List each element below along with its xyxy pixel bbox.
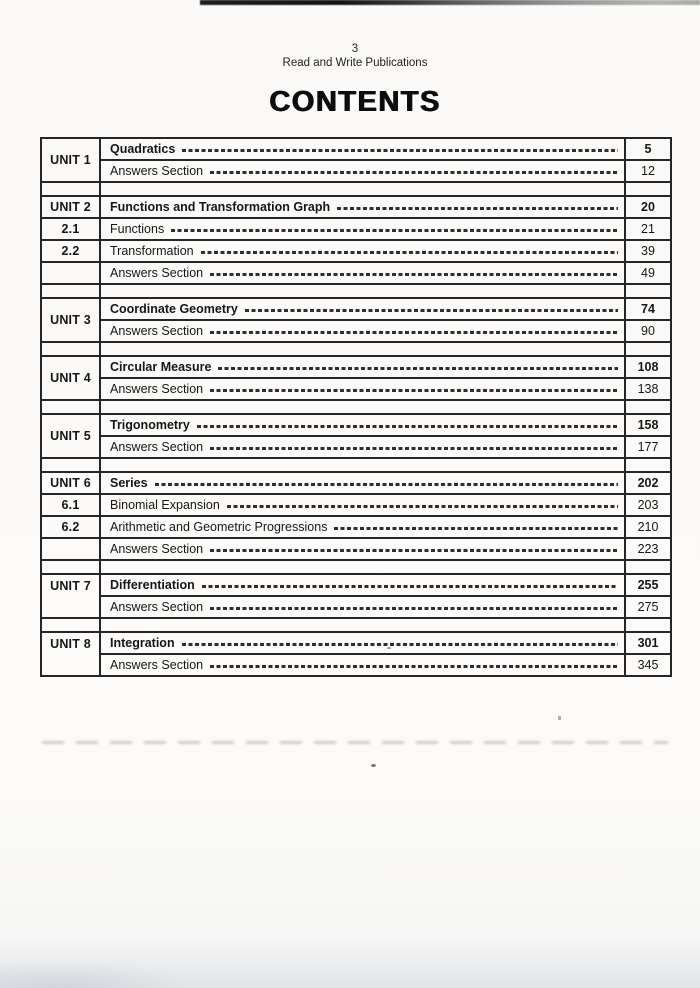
- dotted-leader: [202, 585, 618, 588]
- toc-row: [41, 262, 671, 284]
- toc-entry: [101, 360, 624, 374]
- scan-artifact-bottom-fade: [0, 933, 700, 988]
- toc-entry-label: Functions: [110, 222, 165, 236]
- toc-row: [41, 160, 671, 182]
- toc-entry: [101, 600, 624, 614]
- toc-row: [41, 320, 671, 342]
- toc-entry: [101, 164, 624, 178]
- toc-row: [41, 218, 671, 240]
- toc-entry-label: Answers Section: [110, 164, 204, 178]
- scan-artifact-top-bar: [200, 0, 700, 5]
- scan-artifact-smudge: [42, 741, 668, 744]
- dotted-leader: [337, 207, 618, 210]
- dotted-leader: [210, 607, 618, 610]
- toc-entry-page: 223: [625, 538, 671, 560]
- toc-spacer-cell: [100, 284, 625, 298]
- toc-entry: [101, 498, 624, 512]
- toc-spacer-cell: [625, 400, 671, 414]
- toc-entry-page: 255: [625, 574, 671, 596]
- dotted-leader: [197, 425, 618, 428]
- dotted-leader: [182, 643, 618, 646]
- publisher-name: Read and Write Publications: [282, 56, 428, 69]
- toc-row: [41, 654, 671, 676]
- toc-entry-page: 345: [625, 654, 671, 676]
- toc-entry: [101, 200, 624, 214]
- toc-spacer-cell: [625, 342, 671, 356]
- toc-entry-title-cell: [100, 494, 625, 516]
- unit-label: UNIT 5: [41, 414, 100, 458]
- toc-entry-label: Trigonometry: [110, 418, 190, 432]
- toc-entry-page: 49: [625, 262, 671, 284]
- scan-speck: [371, 764, 376, 767]
- toc-row: [41, 436, 671, 458]
- unit-label: UNIT 2: [41, 196, 100, 218]
- toc-entry-title-cell: [100, 654, 625, 676]
- toc-entry-label: Answers Section: [110, 440, 204, 454]
- toc-spacer-cell: [100, 342, 625, 356]
- toc-entry: [101, 142, 624, 156]
- toc-spacer-cell: [100, 182, 625, 196]
- dotted-leader: [334, 527, 618, 530]
- toc-entry-title-cell: [100, 414, 625, 436]
- toc-spacer-cell: [41, 342, 100, 356]
- toc-row: [41, 574, 671, 596]
- toc-entry-label: Transformation: [110, 244, 194, 258]
- toc-row: [41, 298, 671, 320]
- empty-label-cell: [41, 262, 100, 284]
- toc-entry-title-cell: [100, 298, 625, 320]
- toc-spacer-row: [41, 400, 671, 414]
- toc-entry-label: Series: [110, 476, 148, 490]
- toc-entry-label: Circular Measure: [110, 360, 212, 374]
- toc-row: [41, 240, 671, 262]
- dotted-leader: [201, 251, 618, 254]
- toc-entry: [101, 520, 624, 534]
- toc-entry-title-cell: [100, 436, 625, 458]
- toc-row: [41, 472, 671, 494]
- toc-entry-label: Answers Section: [110, 266, 204, 280]
- toc-spacer-row: [41, 618, 671, 632]
- toc-entry-title-cell: [100, 596, 625, 618]
- dotted-leader: [227, 505, 618, 508]
- dotted-leader: [155, 483, 618, 486]
- toc-entry-title-cell: [100, 538, 625, 560]
- toc-entry-label: Answers Section: [110, 542, 204, 556]
- toc-spacer-cell: [100, 400, 625, 414]
- toc-entry-label: Quadratics: [110, 142, 176, 156]
- toc-entry-page: 158: [625, 414, 671, 436]
- page-header: [40, 43, 670, 71]
- section-number: 6.1: [41, 494, 100, 516]
- toc-entry-page: 275: [625, 596, 671, 618]
- unit-label: UNIT 1: [41, 138, 100, 182]
- toc-row: [41, 196, 671, 218]
- toc-entry: [101, 476, 624, 490]
- section-number: 2.2: [41, 240, 100, 262]
- toc-entry-title-cell: [100, 472, 625, 494]
- toc-entry-title-cell: [100, 138, 625, 160]
- toc-entry-label: Answers Section: [110, 600, 204, 614]
- section-number: 2.1: [41, 218, 100, 240]
- toc-spacer-cell: [100, 560, 625, 574]
- dotted-leader: [210, 447, 618, 450]
- toc-row: [41, 378, 671, 400]
- toc-entry-page: 203: [625, 494, 671, 516]
- toc-entry-label: Arithmetic and Geometric Progressions: [110, 520, 328, 534]
- toc-entry-page: 301: [625, 632, 671, 654]
- toc-entry-title-cell: [100, 574, 625, 596]
- toc-spacer-cell: [625, 618, 671, 632]
- dotted-leader: [210, 549, 618, 552]
- toc-entry: [101, 578, 624, 592]
- toc-entry-label: Binomial Expansion: [110, 498, 220, 512]
- toc-entry-page: 108: [625, 356, 671, 378]
- toc-spacer-cell: [41, 458, 100, 472]
- toc-spacer-cell: [41, 618, 100, 632]
- toc-spacer-cell: [625, 284, 671, 298]
- toc-row: [41, 632, 671, 654]
- toc-entry-title-cell: [100, 378, 625, 400]
- toc-entry: [101, 244, 624, 258]
- toc-entry-page: 5: [625, 138, 671, 160]
- toc-entry-page: 138: [625, 378, 671, 400]
- toc-entry: [101, 222, 624, 236]
- toc-entry-page: 177: [625, 436, 671, 458]
- dotted-leader: [210, 171, 618, 174]
- toc-entry-label: Answers Section: [110, 324, 204, 338]
- toc-entry: [101, 658, 624, 672]
- toc-spacer-cell: [41, 560, 100, 574]
- toc-entry-page: 202: [625, 472, 671, 494]
- toc-spacer-cell: [625, 182, 671, 196]
- scan-speck: [558, 716, 561, 720]
- toc-spacer-cell: [41, 400, 100, 414]
- toc-entry-page: 74: [625, 298, 671, 320]
- toc-entry-title-cell: [100, 632, 625, 654]
- toc-entry: [101, 302, 624, 316]
- toc-spacer-cell: [41, 284, 100, 298]
- toc-entry-title-cell: [100, 320, 625, 342]
- toc-entry-label: Differentiation: [110, 578, 195, 592]
- toc-spacer-row: [41, 560, 671, 574]
- toc-entry-title-cell: [100, 160, 625, 182]
- toc-spacer-row: [41, 182, 671, 196]
- empty-label-cell: [41, 538, 100, 560]
- dotted-leader: [245, 309, 618, 312]
- toc-spacer-cell: [41, 182, 100, 196]
- toc-spacer-cell: [625, 458, 671, 472]
- unit-label: UNIT 7: [41, 574, 100, 618]
- toc-entry-title-cell: [100, 356, 625, 378]
- dotted-leader: [210, 665, 618, 668]
- toc-entry-title-cell: [100, 218, 625, 240]
- scan-artifact-corner: [0, 960, 190, 988]
- toc-row: [41, 138, 671, 160]
- toc-entry-page: 20: [625, 196, 671, 218]
- dotted-leader: [218, 367, 618, 370]
- toc-spacer-row: [41, 284, 671, 298]
- dotted-leader: [171, 229, 618, 232]
- contents-table: [40, 137, 672, 677]
- toc-entry-label: Coordinate Geometry: [110, 302, 238, 316]
- toc-row: [41, 414, 671, 436]
- section-number: 6.2: [41, 516, 100, 538]
- contents-title: CONTENTS: [269, 86, 441, 118]
- toc-spacer-row: [41, 342, 671, 356]
- toc-entry: [101, 266, 624, 280]
- toc-entry-page: 210: [625, 516, 671, 538]
- toc-row: [41, 516, 671, 538]
- toc-entry-page: 21: [625, 218, 671, 240]
- toc-entry-page: 90: [625, 320, 671, 342]
- dotted-leader: [182, 149, 618, 152]
- unit-label: UNIT 6: [41, 472, 100, 494]
- toc-spacer-cell: [100, 458, 625, 472]
- toc-entry: [101, 324, 624, 338]
- toc-spacer-cell: [100, 618, 625, 632]
- toc-entry: [101, 382, 624, 396]
- toc-entry-label: Answers Section: [110, 382, 204, 396]
- toc-entry-title-cell: [100, 240, 625, 262]
- toc-row: [41, 538, 671, 560]
- toc-row: [41, 356, 671, 378]
- toc-entry-label: Functions and Transformation Graph: [110, 200, 331, 214]
- unit-label: UNIT 4: [41, 356, 100, 400]
- toc-entry-label: Integration: [110, 636, 175, 650]
- toc-spacer-row: [41, 458, 671, 472]
- unit-label: UNIT 3: [41, 298, 100, 342]
- toc-entry: [101, 418, 624, 432]
- unit-label: UNIT 8: [41, 632, 100, 676]
- toc-entry-title-cell: [100, 516, 625, 538]
- toc-row: [41, 494, 671, 516]
- toc-entry: [101, 542, 624, 556]
- toc-entry-title-cell: [100, 262, 625, 284]
- toc-entry-label: Answers Section: [110, 658, 204, 672]
- toc-entry: [101, 636, 624, 650]
- page-number: 3: [351, 43, 359, 55]
- dotted-leader: [210, 389, 618, 392]
- toc-row: [41, 596, 671, 618]
- toc-entry-page: 12: [625, 160, 671, 182]
- toc-entry-title-cell: [100, 196, 625, 218]
- toc-entry-page: 39: [625, 240, 671, 262]
- scan-speck: [387, 647, 391, 649]
- dotted-leader: [210, 273, 618, 276]
- toc-spacer-cell: [625, 560, 671, 574]
- dotted-leader: [210, 331, 618, 334]
- toc-entry: [101, 440, 624, 454]
